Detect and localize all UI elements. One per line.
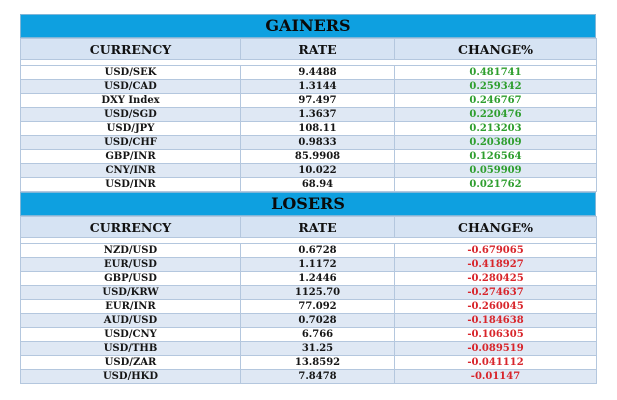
currency-cell: GBP/INR: [21, 150, 241, 164]
table-row: [21, 94, 597, 108]
rate-cell: 10.022: [241, 164, 395, 178]
gainers-table: [20, 38, 597, 192]
currency-cell: USD/CHF: [21, 136, 241, 150]
table-row: [21, 164, 597, 178]
rate-cell: 1.1172: [241, 258, 395, 272]
currency-cell: USD/SGD: [21, 108, 241, 122]
table-row: [21, 370, 597, 384]
gainers-change-header: CHANGE%: [395, 39, 597, 60]
change-cell: 0.481741: [395, 66, 597, 80]
rate-cell: 31.25: [241, 342, 395, 356]
currency-cell: USD/THB: [21, 342, 241, 356]
rate-cell: 1.2446: [241, 272, 395, 286]
gainers-rate-header: RATE: [241, 39, 395, 60]
table-row: [21, 244, 597, 258]
table-row: [21, 66, 597, 80]
rate-cell: 0.7028: [241, 314, 395, 328]
currency-cell: GBP/USD: [21, 272, 241, 286]
table-row: [21, 178, 597, 192]
losers-body: [21, 238, 597, 384]
losers-table: [20, 216, 597, 384]
currency-cell: EUR/INR: [21, 300, 241, 314]
currency-cell: USD/CNY: [21, 328, 241, 342]
currency-cell: EUR/USD: [21, 258, 241, 272]
gainers-title: GAINERS: [20, 14, 596, 38]
currency-cell: NZD/USD: [21, 244, 241, 258]
rate-cell: 1.3637: [241, 108, 395, 122]
change-cell: -0.260045: [395, 300, 597, 314]
currency-cell: USD/KRW: [21, 286, 241, 300]
rate-cell: 0.6728: [241, 244, 395, 258]
rate-cell: 0.9833: [241, 136, 395, 150]
rate-cell: 9.4488: [241, 66, 395, 80]
rate-cell: 85.9908: [241, 150, 395, 164]
change-cell: -0.041112: [395, 356, 597, 370]
table-row: [21, 314, 597, 328]
rate-cell: 7.8478: [241, 370, 395, 384]
change-cell: 0.126564: [395, 150, 597, 164]
gainers-currency-header: CURRENCY: [21, 39, 241, 60]
losers-currency-header: CURRENCY: [21, 217, 241, 238]
table-row: [21, 272, 597, 286]
table-row: [21, 122, 597, 136]
change-cell: -0.679065: [395, 244, 597, 258]
table-row: [21, 342, 597, 356]
change-cell: 0.059909: [395, 164, 597, 178]
rate-cell: 77.092: [241, 300, 395, 314]
rate-cell: 1.3144: [241, 80, 395, 94]
table-row: [21, 136, 597, 150]
change-cell: -0.274637: [395, 286, 597, 300]
change-cell: -0.089519: [395, 342, 597, 356]
table-row: [21, 286, 597, 300]
losers-change-header: CHANGE%: [395, 217, 597, 238]
gainers-header-row: [21, 39, 597, 60]
gainers-body: [21, 60, 597, 192]
rate-cell: 13.8592: [241, 356, 395, 370]
currency-cell: USD/JPY: [21, 122, 241, 136]
currency-cell: AUD/USD: [21, 314, 241, 328]
change-cell: 0.220476: [395, 108, 597, 122]
rate-cell: 1125.70: [241, 286, 395, 300]
table-row: [21, 356, 597, 370]
currency-cell: USD/INR: [21, 178, 241, 192]
losers-title: LOSERS: [20, 192, 596, 216]
table-row: [21, 258, 597, 272]
change-cell: -0.280425: [395, 272, 597, 286]
change-cell: 0.259342: [395, 80, 597, 94]
currency-board: [20, 14, 596, 384]
change-cell: 0.021762: [395, 178, 597, 192]
table-row: [21, 300, 597, 314]
change-cell: 0.213203: [395, 122, 597, 136]
table-row: [21, 80, 597, 94]
currency-cell: USD/HKD: [21, 370, 241, 384]
currency-cell: DXY Index: [21, 94, 241, 108]
table-row: [21, 150, 597, 164]
currency-cell: USD/CAD: [21, 80, 241, 94]
change-cell: -0.106305: [395, 328, 597, 342]
change-cell: 0.203809: [395, 136, 597, 150]
rate-cell: 6.766: [241, 328, 395, 342]
rate-cell: 68.94: [241, 178, 395, 192]
losers-rate-header: RATE: [241, 217, 395, 238]
change-cell: -0.184638: [395, 314, 597, 328]
currency-cell: USD/ZAR: [21, 356, 241, 370]
table-row: [21, 108, 597, 122]
table-row: [21, 328, 597, 342]
rate-cell: 97.497: [241, 94, 395, 108]
change-cell: 0.246767: [395, 94, 597, 108]
losers-header-row: [21, 217, 597, 238]
rate-cell: 108.11: [241, 122, 395, 136]
change-cell: -0.01147: [395, 370, 597, 384]
currency-cell: CNY/INR: [21, 164, 241, 178]
currency-cell: USD/SEK: [21, 66, 241, 80]
change-cell: -0.418927: [395, 258, 597, 272]
